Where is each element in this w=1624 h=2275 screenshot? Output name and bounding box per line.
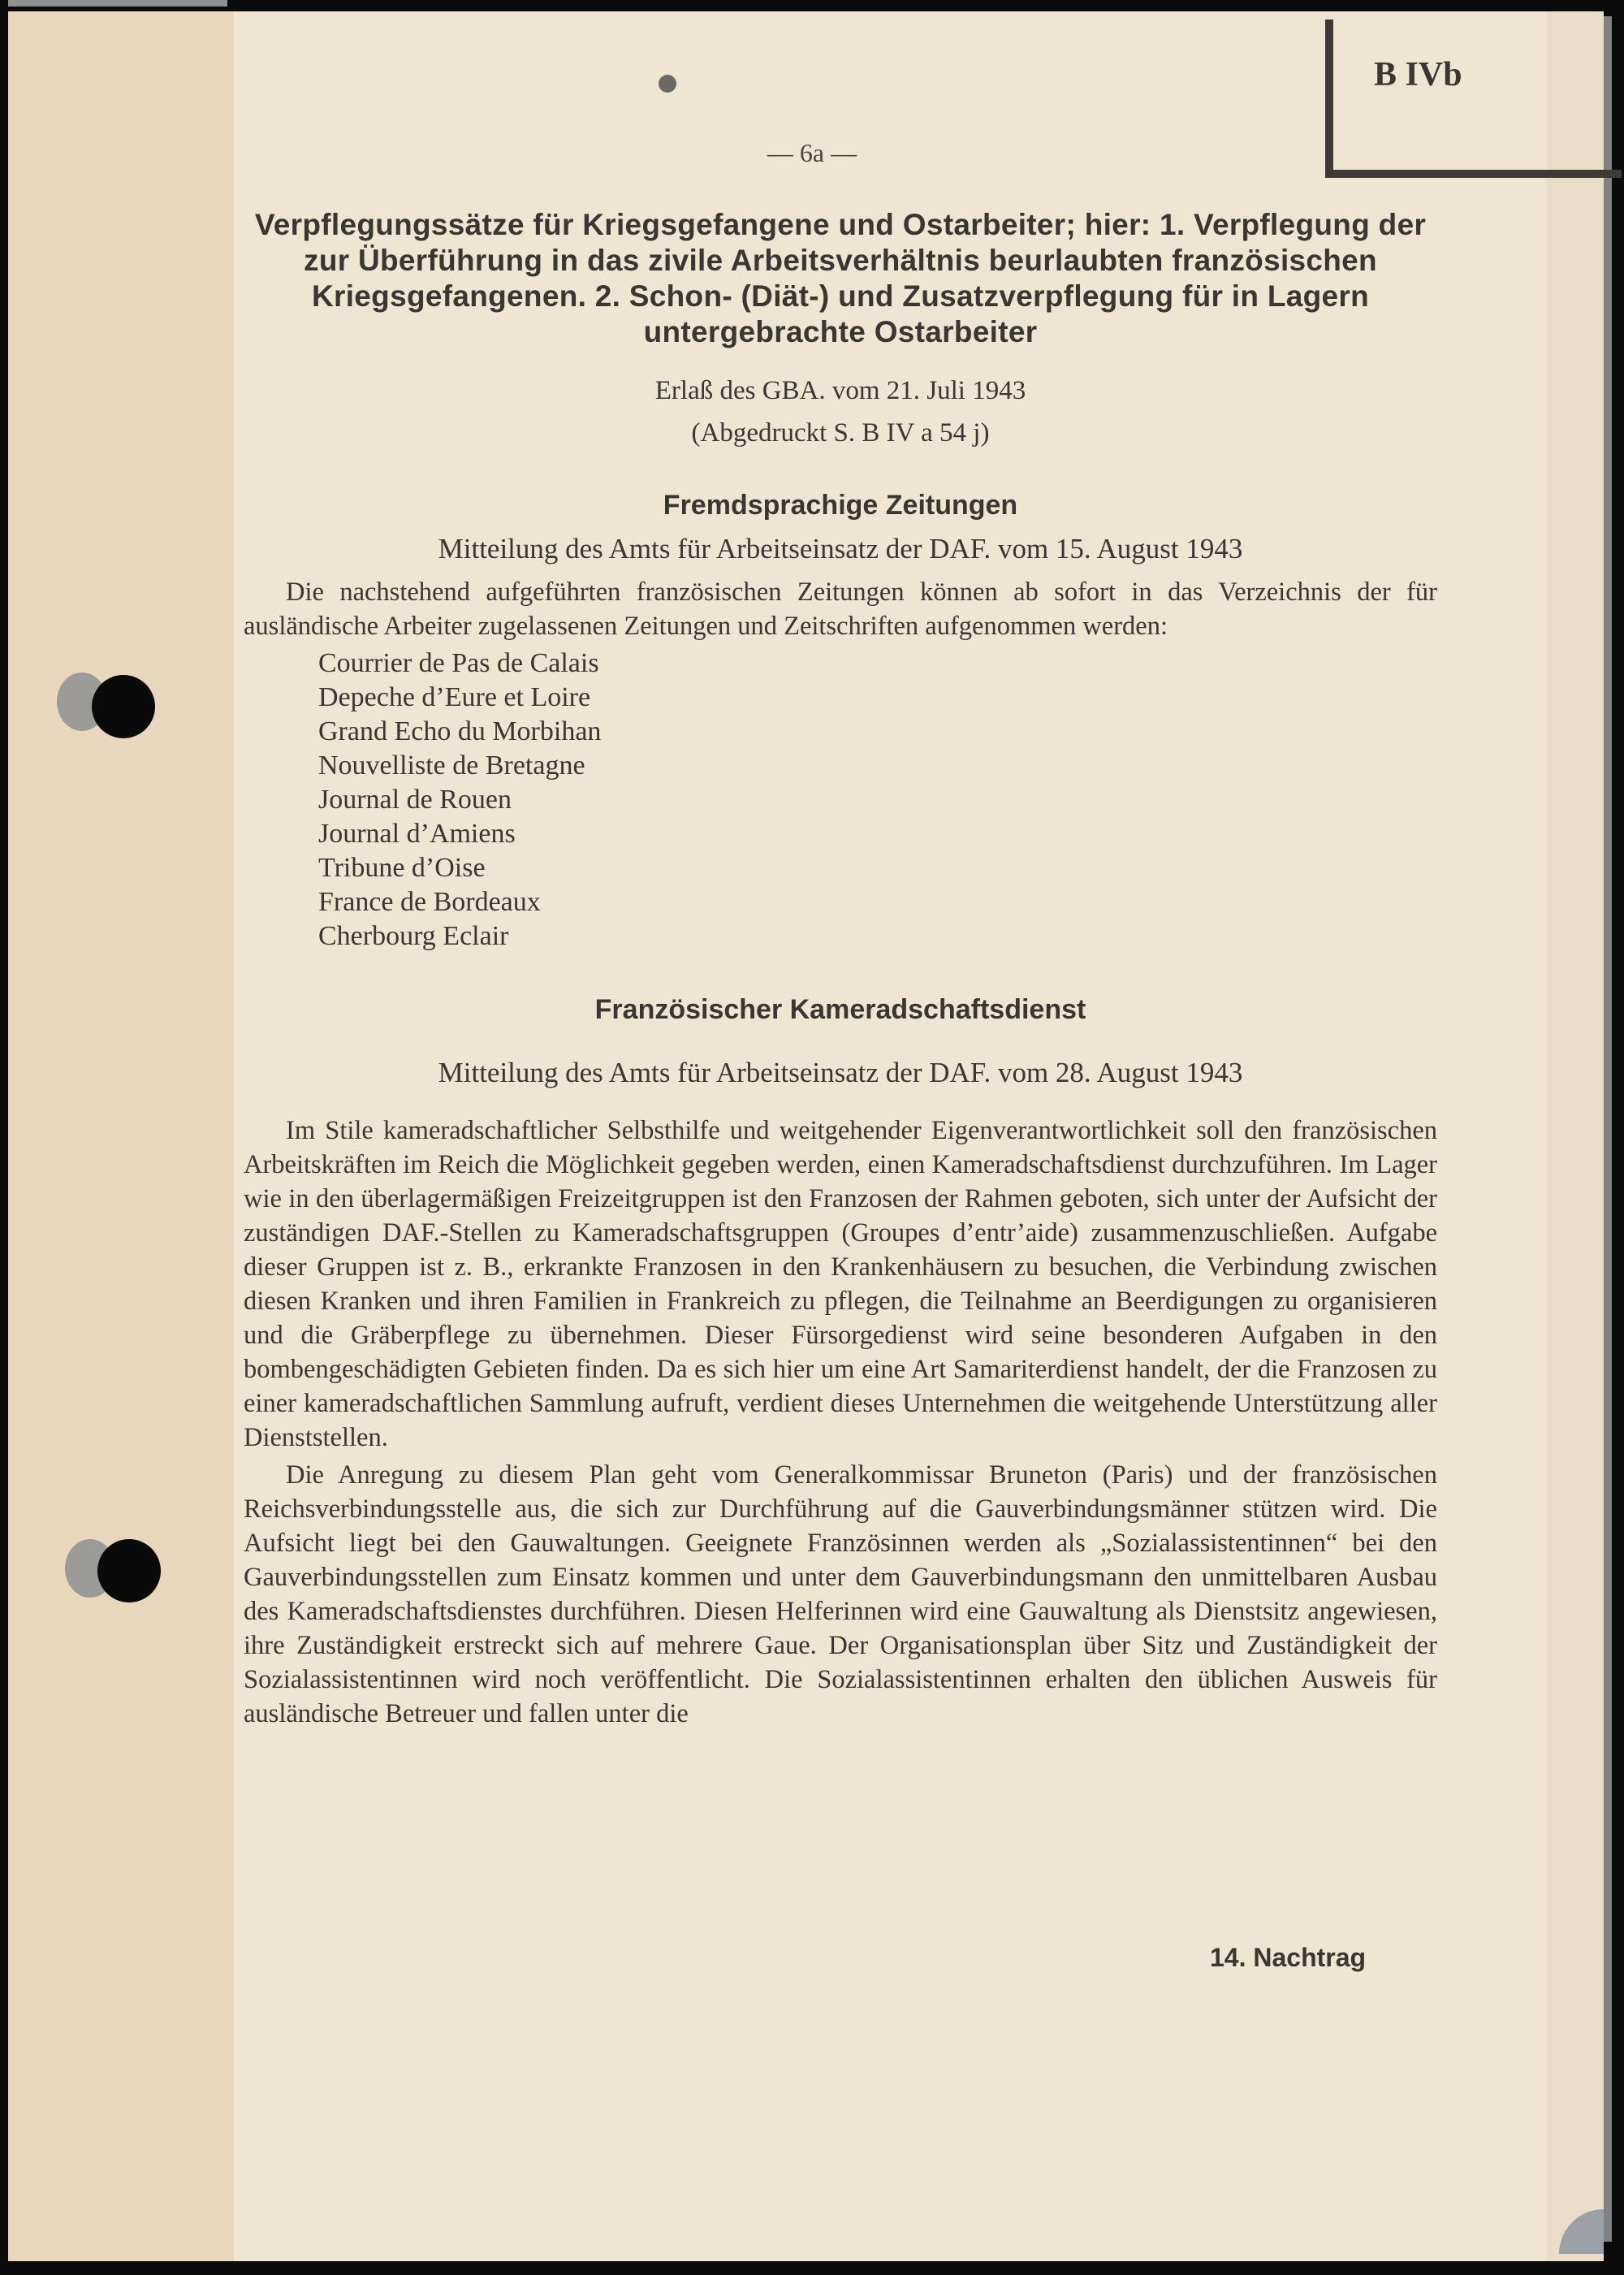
register-tab-label: B IVb xyxy=(1374,56,1462,93)
section-intro: Die nachstehend aufgeführten französischen Zeitungen können ab sofort in das Verzeichnis der für ausländische Arbeiter zugelassenen Zeitungen und Zeitschriften aufgenommen werden: xyxy=(244,577,1437,641)
section-kameradschaftsdienst xyxy=(244,994,1437,1731)
list-item: Courrier de Pas de Calais xyxy=(318,648,599,678)
section-notice: Mitteilung des Amts für Arbeitseinsatz der DAF. vom 15. August 1943 xyxy=(438,533,1243,564)
punch-hole-icon xyxy=(92,675,155,738)
page-right-shadow xyxy=(1604,16,1612,2242)
list-item: France de Bordeaux xyxy=(318,887,541,917)
list-item: Grand Echo du Morbihan xyxy=(318,716,602,746)
decree-reference: (Abgedruckt S. B IV a 54 j) xyxy=(691,418,990,448)
ink-dot-mark xyxy=(659,75,676,93)
body-paragraph: Im Stile kameradschaftlicher Selbsthilfe und weitgehender Eigenverantwortlichkeit soll den französischen Arbeitskräften im Reich die Möglichkeit gegeben werden, einen Kameradschaftsdienst durchzuführen. Im Lager wie in den überlagermäßigen Freizeitgruppen ist den Franzosen der Rahmen geboten, sich unter der Aufsicht der zuständigen DAF.-Stellen zu Kameradschaftsgruppen (Groupes d’entr’aide) zusammenzuschließen. Aufgabe dieser Gruppen ist z. B., erkrankte Franzosen in den Krankenhäusern zu besuchen, die Verbindung zwischen diesen Kranken und ihren Familien in Frankreich zu pflegen, die Teilnahme an Beerdigungen zu organisieren und die Gräberpflege zu übernehmen. Dieser Fürsorgedienst wird seine besonderen Aufgaben in den bombengeschädigten Gebieten finden. Da es sich hier um eine Art Samariterdienst handelt, der die Franzosen zu einer kameradschaftlichen Sammlung aufruft, verdient dieses Unternehmen die weitgehende Unterstützung aller Dienststellen. xyxy=(244,1116,1437,1452)
page-top-shadow xyxy=(8,0,227,6)
document-body xyxy=(244,207,1437,1731)
paper-discoloration-band xyxy=(8,11,234,2261)
body-paragraph: Die Anregung zu diesem Plan geht vom Generalkommissar Bruneton (Paris) und der französischen Reichsverbindungsstelle aus, die sich zur Durchführung auf die Gauverbindungsmänner stützen wird. Die Aufsicht liegt bei den Gauwaltungen. Geeignete Französinnen werden als „Sozialassistentinnen“ bei den Gauverbindungsstellen zum Einsatz kommen und unter dem Gauverbindungsmann den unmittelbaren Ausbau des Kameradschaftsdienstes durchführen. Diesen Helferinnen wird eine Gauwaltung als Dienstsitz angewiesen, ihre Zuständigkeit erstreckt sich auf mehrere Gaue. Der Organisationsplan über Sitz und Zuständigkeit der Sozialassistentinnen wird noch veröffentlicht. Die Sozialassistentinnen erhalten den üblichen Ausweis für ausländische Betreuer und fallen unter die xyxy=(244,1460,1437,1728)
list-item: Journal d’Amiens xyxy=(318,819,516,849)
list-item: Journal de Rouen xyxy=(318,785,512,815)
supplement-label: 14. Nachtrag xyxy=(1210,1943,1367,1972)
decree-title: Verpflegungssätze für Kriegsgefangene und Ostarbeiter; hier: 1. Verpflegung der zur Überführung in das zivile Arbeitsverhältnis beurlaubten französischen Kriegsgefangenen. 2. Schon- (Diät-) und Zusatzverpflegung für in Lagern untergebrachte Ostarbeiter xyxy=(254,208,1427,348)
section-newspapers xyxy=(244,490,1437,954)
page-number: — 6a — xyxy=(767,138,857,167)
section-notice: Mitteilung des Amts für Arbeitseinsatz der DAF. vom 28. August 1943 xyxy=(438,1057,1243,1088)
list-item: Depeche d’Eure et Loire xyxy=(318,682,591,712)
section-heading: Fremdsprachige Zeitungen xyxy=(663,490,1018,521)
list-item: Nouvelliste de Bretagne xyxy=(318,750,585,781)
paper-edge-band xyxy=(1547,11,1604,2261)
list-item: Cherbourg Eclair xyxy=(318,921,509,951)
list-item: Tribune d’Oise xyxy=(318,853,486,883)
punch-hole-icon xyxy=(97,1539,161,1602)
section-heading: Französischer Kameradschaftsdienst xyxy=(594,994,1086,1025)
newspaper-list xyxy=(244,647,1437,954)
decree-date: Erlaß des GBA. vom 21. Juli 1943 xyxy=(654,376,1026,405)
